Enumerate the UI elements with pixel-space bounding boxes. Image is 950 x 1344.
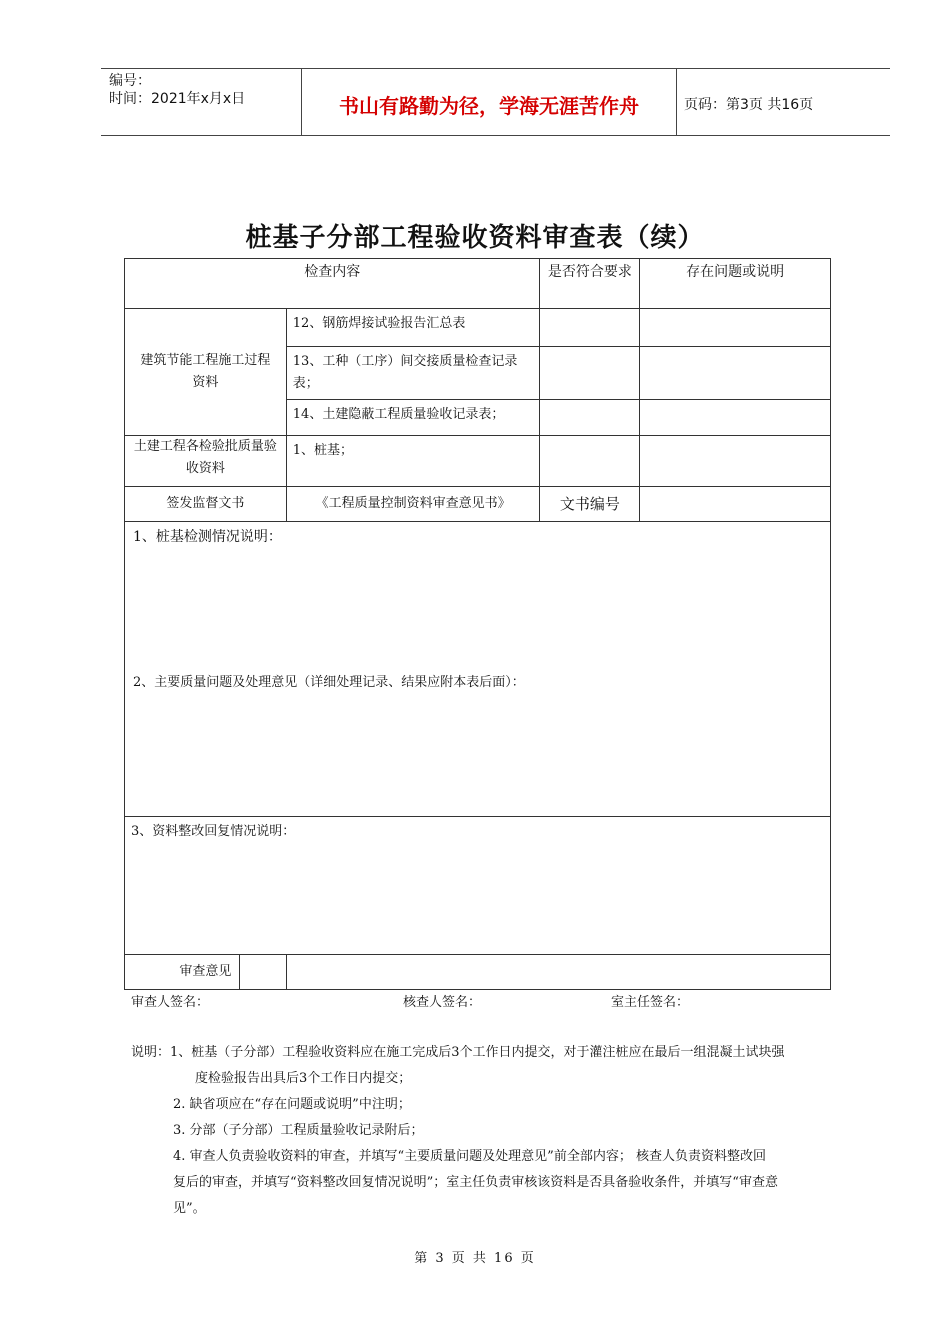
group1-item-13: 13、工种（工序）间交接质量检查记录表；: [286, 347, 540, 400]
table-row: [125, 309, 831, 347]
group1-item-13-compliance[interactable]: [540, 347, 640, 400]
note-4a: 4. 审查人负责验收资料的审查，并填写“主要质量问题及处理意见”前全部内容； 核查人负责资料整改回: [173, 1149, 766, 1164]
section1-label: 1、桩基检测情况说明：: [133, 529, 282, 545]
group1-item-12-issues[interactable]: [640, 309, 831, 347]
group1-item-13-issues[interactable]: [640, 347, 831, 400]
section2-label: 2、主要质量问题及处理意见（详细处理记录、结果应附本表后面）：: [133, 675, 525, 690]
header-time-label: 时间：2021年x月x日: [109, 91, 246, 107]
header-top-rule: [101, 68, 890, 69]
col-header-content: 检查内容: [125, 259, 540, 309]
review-opinion-label: 审查意见: [125, 955, 287, 990]
group1-item-12: 12、钢筋焊接试验报告汇总表: [286, 309, 540, 347]
header-bottom-rule: [101, 135, 890, 136]
note-4c: 见”。: [173, 1201, 206, 1216]
reviewer-signature: 审查人签名：: [131, 995, 210, 1010]
header-number-label: 编号：: [109, 73, 151, 89]
supervision-doc: 《工程质量控制资料审查意见书》: [286, 487, 540, 522]
note-4b: 复后的审查，并填写“资料整改回复情况说明”；室主任负责审核该资料是否具备验收条件，并填写“审查意: [173, 1175, 778, 1190]
section3-label: 3、资料整改回复情况说明：: [131, 824, 296, 839]
table-row: [125, 522, 831, 817]
supervision-label: 签发监督文书: [125, 487, 287, 522]
review-opinion-divider: [239, 955, 240, 989]
note-1b: 度检验报告出具后3个工作日内提交；: [195, 1071, 412, 1086]
header-divider-right: [676, 68, 677, 135]
note-3: 3. 分部（子分部）工程质量验收记录附后；: [173, 1123, 424, 1138]
group2-item-1-issues[interactable]: [640, 436, 831, 487]
sections-cell[interactable]: [125, 522, 831, 817]
review-opinion-row[interactable]: [286, 955, 830, 990]
table-row: [125, 436, 831, 487]
notes-block: [131, 1040, 871, 1222]
group1-label: 建筑节能工程施工过程资料: [125, 309, 287, 436]
page-title: 桩基子分部工程验收资料审查表（续）: [245, 223, 705, 253]
group1-item-14: 14、土建隐蔽工程质量验收记录表；: [286, 400, 540, 436]
group1-item-14-compliance[interactable]: [540, 400, 640, 436]
note-1a: 说明：1、桩基（子分部）工程验收资料应在施工完成后3个工作日内提交，对于灌注桩应在最后一组混凝土试块强: [131, 1045, 785, 1060]
review-table: [124, 258, 831, 990]
header-motto: 书山有路勤为径，学海无涯苦作舟: [339, 94, 639, 118]
checker-signature: 核查人签名：: [403, 995, 482, 1010]
group2-item-1: 1、桩基；: [286, 436, 540, 487]
director-signature: 室主任签名：: [611, 995, 690, 1010]
group1-item-14-issues[interactable]: [640, 400, 831, 436]
col-header-issues: 存在问题或说明: [640, 259, 831, 309]
group2-label: 土建工程各检验批质量验收资料: [125, 436, 287, 487]
header-page-info: 页码：第3页 共16页: [684, 97, 814, 113]
doc-number-label: 文书编号: [540, 487, 640, 522]
section3-cell[interactable]: [125, 817, 831, 955]
group2-item-1-compliance[interactable]: [540, 436, 640, 487]
col-header-compliance: 是否符合要求: [540, 259, 640, 309]
table-row: [125, 817, 831, 955]
group1-item-12-compliance[interactable]: [540, 309, 640, 347]
doc-number-value[interactable]: [640, 487, 831, 522]
note-2: 2. 缺省项应在“存在问题或说明”中注明；: [173, 1097, 411, 1112]
page-footer: 第 3 页 共 16 页: [414, 1251, 536, 1266]
table-header-row: [125, 259, 831, 309]
table-row: [125, 955, 831, 990]
table-row: [125, 487, 831, 522]
